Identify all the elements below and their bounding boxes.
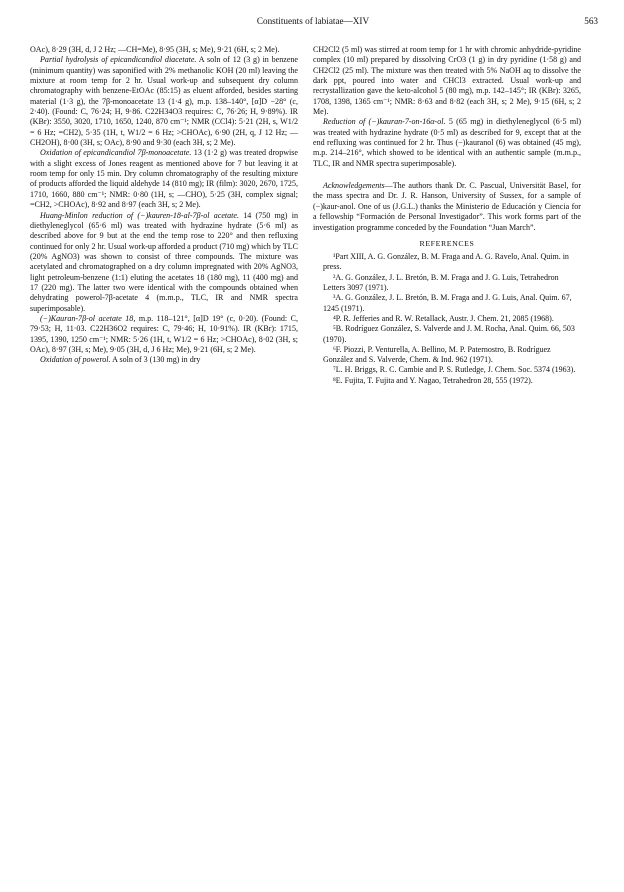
paragraph-text: 13 (1·2 g) was treated dropwise with a slight excess of Jones reagent as mentioned above for 7 but leaving it at room temp for only 15 min. Dry column chromatography of the resulting mixture of products afforded the liquid aldehyde 14 (810 mg); IR (film): 3020, 2670, 1725, 1710, 1660, 880 cm⁻¹; NMR: 0·80 (1H, s; —CHO), 5·25 (3H, complex signal; =CH2, >CHOAc), 8·92 and 8·97 (each 3H, s; 2 Me). (30, 148, 298, 210)
reference-item: ⁴P. R. Jefferies and R. W. Retallack, Austr. J. Chem. 21, 2085 (1968). (333, 313, 554, 323)
reference-item: ³A. G. González, J. L. Bretón, B. M. Fraga and J. G. Luis, Anal. Quim. 67, 1245 (1971). (323, 293, 572, 313)
running-title: Constituents of labiatae—XIV (256, 16, 370, 26)
reference-item: ⁶F. Piozzi, P. Venturella, A. Bellino, M. P. Paternostro, B. Rodríguez González and S. Valverde, Chem. & Ind. 962 (1971). (323, 344, 551, 365)
paragraph (30, 211, 298, 314)
section-runin-title: Oxidation of powerol. (40, 355, 111, 365)
acknowledgements (313, 181, 581, 233)
section-runin-title: Partial hydrolysis of epicandicandiol diacetate. (40, 55, 197, 65)
reference-item: ⁸E. Fujita, T. Fujita and Y. Nagao, Tetrahedron 28, 555 (1972). (333, 375, 533, 385)
page-number: 563 (584, 16, 598, 26)
page-header (28, 16, 598, 30)
references-list (313, 252, 581, 386)
paragraph-text: A soln of 3 (130 mg) in dry (110, 355, 201, 365)
paragraph (313, 117, 581, 169)
paragraph (30, 55, 298, 148)
section-runin-title: (−)Kauran-7β-ol acetate 18, (40, 313, 136, 323)
section-runin-title: Huang-Minlon reduction of (−)kauren-18-al-7β-ol acetate. (40, 210, 239, 220)
paragraph: OAc), 8·29 (3H, d, J 2 Hz; —CH=Me), 8·95 (3H, s; Me), 9·21 (6H, s; 2 Me). (30, 45, 280, 54)
paragraph (30, 314, 298, 355)
references-heading: REFERENCES (419, 238, 475, 248)
reference-item: ²A. G. González, J. L. Bretón, B. M. Fraga and J. G. Luis, Tetrahedron Letters 3097 (1971). (323, 272, 559, 293)
acknowledgements-text: —The authors thank Dr. C. Pascual, Universität Basel, for the mass spectra and Dr. J. R. Hanson, University of Sussex, for a sample of (−)kaur-anol. One of us (J.G.L.) thanks the Ministerio de Educación y Ciencia for a fellowship “Formación de Personal Investigador”. This work forms part of the investigation programme conceded by the Foundation “Juan March”. (313, 181, 581, 232)
reference-item: ⁵B. Rodríguez González, S. Valverde and J. M. Rocha, Anal. Quim. 66, 503 (1970). (323, 324, 575, 344)
paragraph-text: 14 (750 mg) in diethyleneglycol (65·6 ml) was treated with hydrazine hydrate (5·6 ml) as described above for 9 but at the end the temp rose to 220° and then refluxing continued for only 2 hr. Usual work-up afforded a product (710 mg) which by TLC (20% AgNO3) was shown to consist of three compounds. The mixture was acetylated and chromatographed on a dry column impregnated with 20% AgNO3, light petroleum-benzene (1:1) eluting the acetates 18 (180 mg), 11 (400 mg) and 17 (220 mg). The latter two were identical with the compounds obtained when dehydrating powerol-7β-acetate 4 (m.m.p., TLC, IR and NMR spectra superimposable). (30, 210, 298, 313)
acknowledgements-title: Acknowledgements (323, 181, 385, 191)
paragraph: CH2Cl2 (5 ml) was stirred at room temp for 1 hr with chromic anhydride-pyridine complex (10 ml) prepared by dissolving CrO3 (1 g) in dry pyridine (1·58 g) and CH2Cl2 (25 ml). The mixture was then treated with 5% NaOH aq to dissolve the dark ppt, poured into water and CHCl3 extracted. Usual work-up and recrystallization gave the keto-alcohol 5 (80 mg), m.p. 142–145°; IR (KBr): 3265, 1708, 1398, 1365 cm⁻¹; NMR: 8·63 and 8·82 (each 3H, s; 2 Me), 9·15 (6H, s; 2 Me). (313, 45, 581, 117)
right-column (313, 45, 581, 386)
paragraph-text: m.p. 118–121°, [α]D 19° (c, 0·20). (Found: C, 79·53; H, 11·03. C22H36O2 requires: C, 79·46; H, 10·91%). IR (KBr): 1715, 1395, 1390, 1250 cm⁻¹; NMR: 5·26 (1H, t, W1/2 = 6 Hz; >CHOAc), 8·02 (3H, s; OAc), 8·97 (3H, s; Me), 9·05 (3H, d, J 6 Hz; Me), 9·21 (6H, s; 2 Me). (30, 313, 298, 354)
reference-item: ¹Part XIII, A. G. González, B. M. Fraga and A. G. Ravelo, Anal. Quim. in press. (323, 252, 569, 272)
reference-item: ⁷L. H. Briggs, R. C. Cambie and P. S. Rutledge, J. Chem. Soc. 5374 (1963). (333, 365, 576, 375)
section-runin-title: Reduction of (−)kauran-7-on-16α-ol. (323, 117, 446, 127)
paragraph (30, 148, 298, 210)
paragraph-text: 5 (65 mg) in diethyleneglycol (6·5 ml) was treated with hydrazine hydrate (0·5 ml) as described for 9, except that at the end refluxing was continued for 2 hr. Thus (−)kauranol (6) was obtained (45 mg), m.p. 214–216°, which showed to be identical with an authentic sample (m.m.p., TLC, IR and NMR spectra superimposable). (313, 117, 582, 168)
paragraph-text: A soln of 12 (3 g) in benzene (minimum quantity) was saponified with 2% methanolic KOH (20 ml) leaving the mixture at room temp for 2 hr. Usual work-up and subsequent dry column chromatography with benzene-EtOAc (85:15) as eluent afforded, besides starting material (1·3 g), the 7β-monoacetate 13 (1·4 g), m.p. 138–140°, [α]D −28° (c, 2·40). (Found: C, 76·24; H, 9·86. C22H34O3 requires: C, 76·26; H, 9·89%). IR (KBr): 3550, 3020, 1710, 1650, 1240, 870 cm⁻¹; NMR (CCl4): 5·21 (2H, s, W1/2 = 6 Hz; =CH2), 5·35 (1H, t, W1/2 = 6 Hz; >CHOAc), 6·90 (2H, q, J 12 Hz; —CH2OH), 8·00 (3H, s; OAc), 8·90 and 9·30 (each 3H, s; 2 Me). (30, 55, 298, 148)
spacer (313, 169, 581, 181)
section-runin-title: Oxidation of epicandicandiol 7β-monoacetate. (40, 148, 192, 158)
left-column (30, 45, 298, 366)
paragraph (30, 355, 298, 365)
